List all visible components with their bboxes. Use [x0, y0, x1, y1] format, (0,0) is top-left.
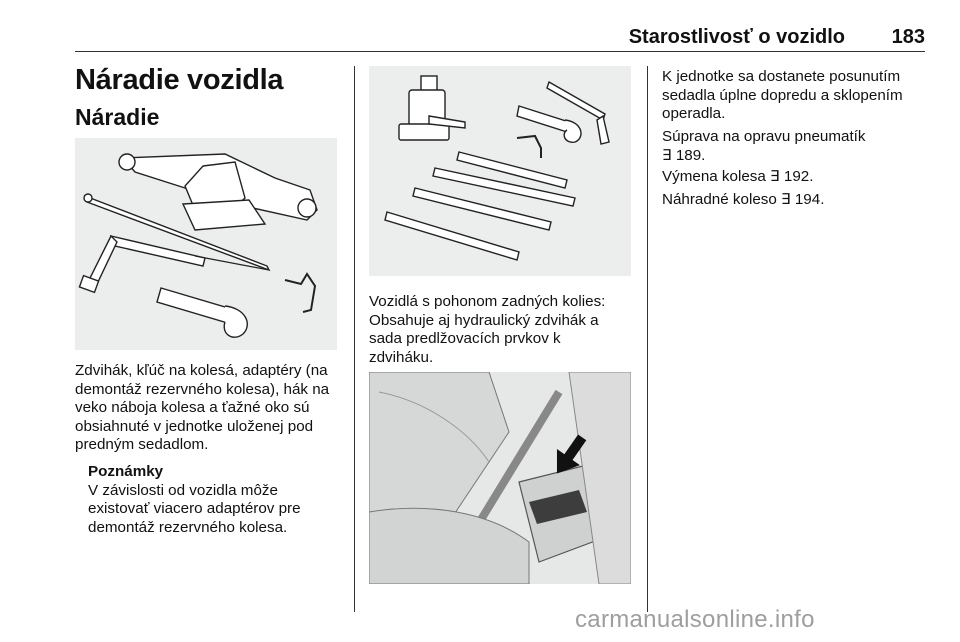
caption-line: sada predlžovacích prvkov k: [369, 330, 561, 348]
note-block: [88, 463, 350, 537]
watermark: carmanualsonline.info: [575, 606, 815, 633]
rwd-tools-drawing: [369, 66, 631, 276]
caption-line: veko náboja kolesa a ťažné oko sú: [75, 399, 310, 417]
rwd-caption: [369, 293, 644, 367]
intro-line: K jednotke sa dostanete posunutím: [662, 68, 901, 85]
caption-line: Zdvihák, kľúč na kolesá, adaptéry (na: [75, 362, 328, 379]
tools-illustration: [75, 138, 337, 350]
ref-wheel-change: [662, 168, 932, 187]
note-line: existovať viacero adaptérov pre: [88, 500, 301, 518]
caption-line: predným sedadlom.: [75, 436, 209, 454]
section-subtitle: Náradie: [75, 104, 160, 130]
caption-line: Vozidlá s pohonom zadných kolies:: [369, 293, 606, 310]
page-title: Náradie vozidla: [75, 64, 284, 96]
ref-link[interactable]: ∃ 189.: [662, 146, 706, 164]
rwd-tools-illustration: [369, 66, 631, 276]
caption-line: demontáž rezervného kolesa), hák na: [75, 380, 330, 398]
note-title: Poznámky: [88, 463, 164, 480]
access-instructions: [662, 68, 932, 124]
tools-caption: [75, 362, 350, 455]
note-line: demontáž rezervného kolesa.: [88, 518, 288, 536]
column-divider-left: [354, 66, 355, 612]
tools-drawing: [75, 138, 337, 350]
section-title: Starostlivosť o vozidlo: [628, 26, 845, 48]
column-divider-right: [647, 66, 648, 612]
ref-spare-wheel: [662, 191, 932, 210]
ref-line: Súprava na opravu pneumatík: [662, 128, 866, 145]
page-number: 183: [891, 26, 925, 48]
note-line: V závislosti od vozidla môže: [88, 481, 278, 499]
ref-link[interactable]: Výmena kolesa ∃ 192.: [662, 168, 814, 185]
caption-line: zdviháku.: [369, 348, 434, 366]
caption-line: obsiahnuté v jednotke uloženej pod: [75, 417, 314, 435]
ref-link[interactable]: Náhradné koleso ∃ 194.: [662, 191, 825, 208]
caption-line: Obsahuje aj hydraulický zdvihák a: [369, 311, 599, 329]
header-rule: [75, 51, 925, 52]
page-header: [75, 26, 925, 52]
seat-drawing: [369, 372, 631, 584]
intro-line: operadla.: [662, 105, 726, 123]
ref-tyre-repair-kit: [662, 128, 932, 165]
seat-storage-illustration: [369, 372, 631, 584]
intro-line: sedadla úplne dopredu a sklopením: [662, 86, 903, 104]
